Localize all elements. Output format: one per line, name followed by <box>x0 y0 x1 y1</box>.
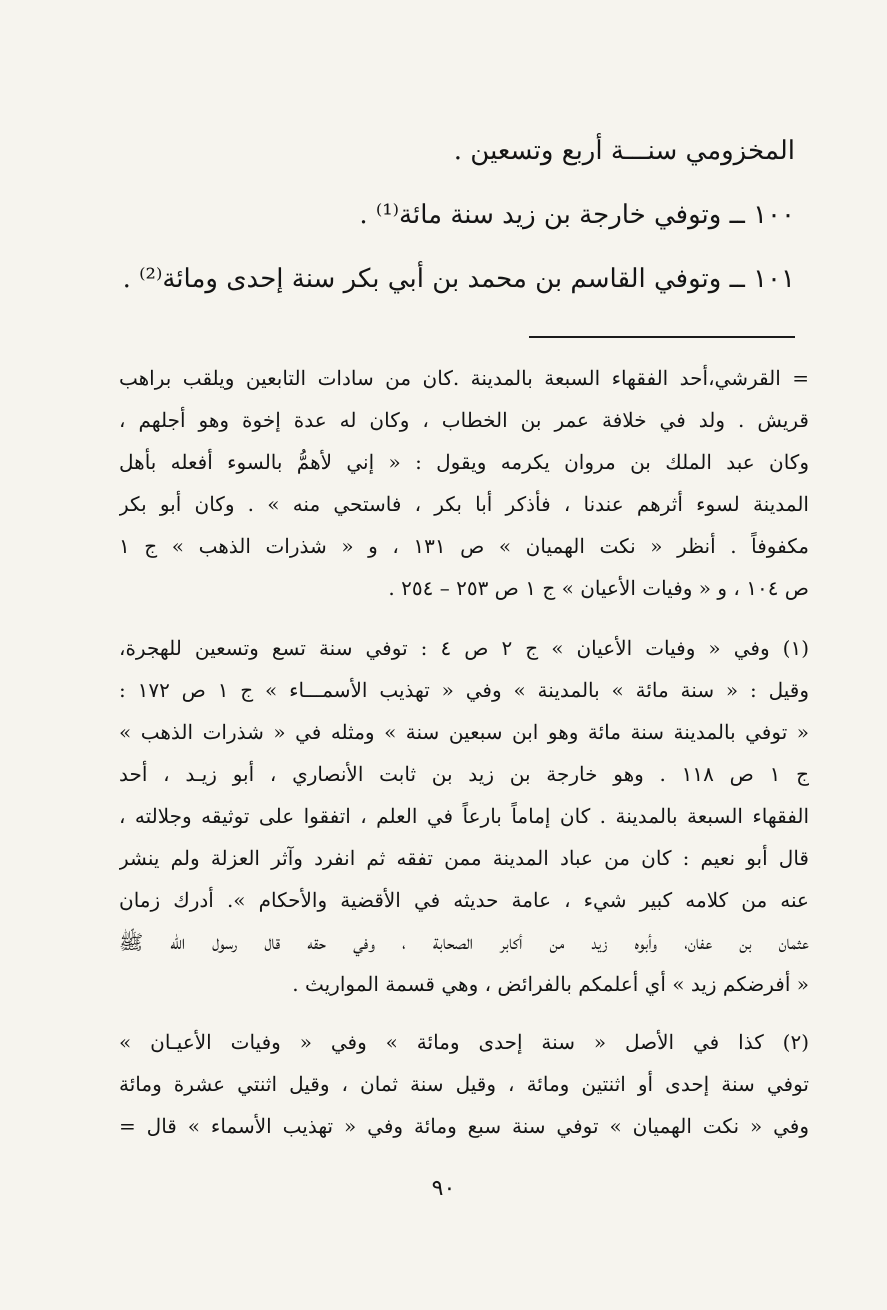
footnote-continued-line: قريش . ولد في خلافة عمر بن الخطاب ، وكان له عدة إخوة وهو أجلهم ، <box>119 408 809 432</box>
footnote-continued-line: مكفوفاً . أنظر « نكت الهميان » ص ١٣١ ، و « شذرات الذهب » ج ١ <box>119 534 809 558</box>
footnote-1-line: « أفرضكم زيد » أي أعلمكم بالفرائض ، وهي قسمة المواريث . <box>292 972 809 996</box>
footnote-1-line: قال أبو نعيم : كان من عباد المدينة ممن تفقه ثم انفرد وآثر العزلة ولم ينشر <box>119 846 809 870</box>
footnote-continued-line: وكان عبد الملك بن مروان يكرمه ويقول : « إني لأهمُّ بالسوء أفعله بأهل <box>119 450 809 474</box>
page-number: ٩٠ <box>431 1176 456 1201</box>
footnote-continued-line: = القرشي،أحد الفقهاء السبعة بالمدينة .كان من سادات التابعين ويلقب براهب <box>119 366 809 390</box>
footnote-1-line: الفقهاء السبعة بالمدينة . كان إماماً بارعاً في العلم ، اتفقوا على توثيقه وجلالته ، <box>119 804 809 828</box>
footnote-1-line: وقيل : « سنة مائة » بالمدينة » وفي « تهذيب الأسمـــاء » ج ١ ص ١٧٢ : <box>119 678 809 702</box>
footnote-continued-line: المدينة لسوء أثرهم عندنا ، فأذكر أبا بكر ، فاستحي منه » . وكان أبو بكر <box>119 492 809 516</box>
footnote-1-line: عنه من كلامه كبير شيء ، عامة حديثه في الأقضية والأحكام ». أدرك زمان <box>119 888 809 912</box>
main-line-3: ١٠١ ــ وتوفي القاسم بن محمد بن أبي بكر سنة إحدى ومائة⁽²⁾ . <box>122 264 795 294</box>
footnote-2-line: (٢) كذا في الأصل « سنة إحدى ومائة » وفي « وفيات الأعيـان » <box>119 1030 809 1054</box>
main-line-1: المخزومي سنـــة أربع وتسعين . <box>453 136 795 166</box>
footnote-separator <box>529 336 795 338</box>
footnote-2-line: وفي « نكت الهميان » توفي سنة سبع ومائة وفي « تهذيب الأسماء » قال = <box>119 1114 809 1138</box>
footnote-continued-line: ص ١٠٤ ، و « وفيات الأعيان » ج ١ ص ٢٥٣ – ٢٥٤ . <box>388 576 809 600</box>
main-line-2: ١٠٠ ــ وتوفي خارجة بن زيد سنة مائة⁽¹⁾ . <box>359 200 795 230</box>
footnote-1-line: ج ١ ص ١١٨ . وهو خارجة بن زيد بن ثابت الأنصاري ، أبو زيـد ، أحد <box>119 762 809 786</box>
footnote-2-line: توفي سنة إحدى أو اثنتين ومائة ، وقيل سنة ثمان ، وقيل اثنتي عشرة ومائة <box>119 1072 809 1096</box>
footnote-1-line: (١) وفي « وفيات الأعيان » ج ٢ ص ٤ : توفي سنة تسع وتسعين للهجرة، <box>119 636 809 660</box>
footnote-1-line: « توفي بالمدينة سنة مائة وهو ابن سبعين سنة » ومثله في « شذرات الذهب » <box>119 720 809 744</box>
footnote-1-line: عثمان بن عفان، وأبوه زيد من أكابر الصحابة ، وفي حقه قال رسول الله ﷺ <box>119 930 809 954</box>
